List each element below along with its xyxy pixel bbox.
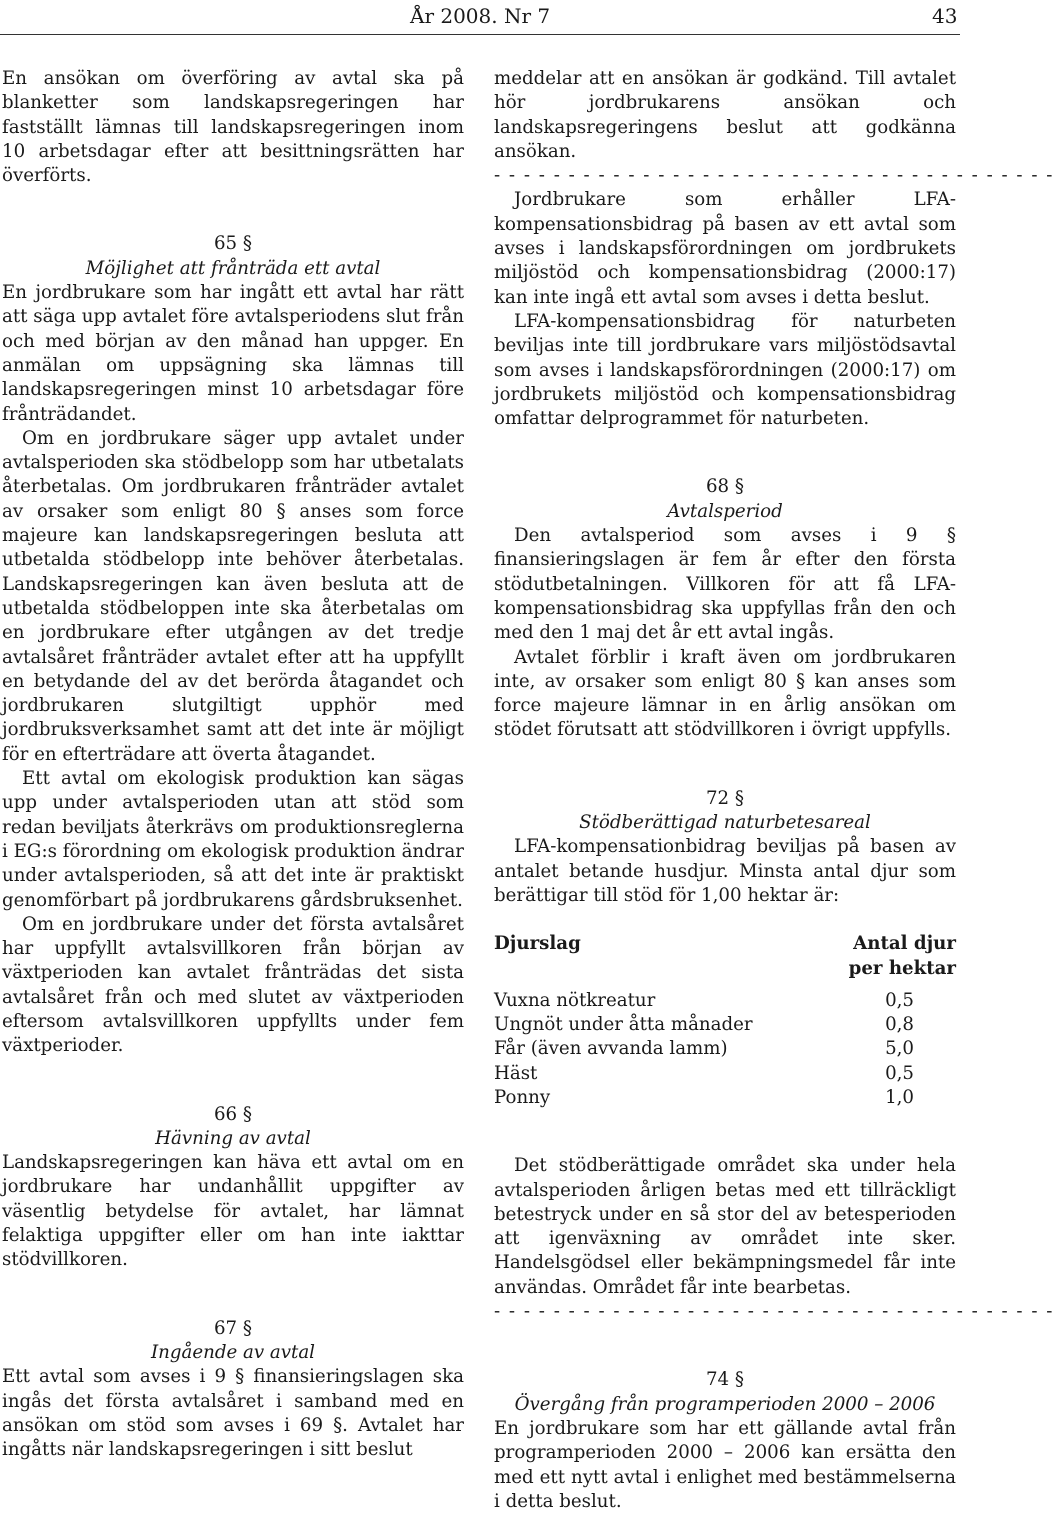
section-68-paragraph: Den avtalsperiod som avses i 9 § finansieringslagen är fem år efter den första stödutbetalningen. Villkoren för att få LFA-kompensationsbidrag ska uppfyllas från den och med den 1 maj det år ett avtal ingås. <box>494 525 956 644</box>
section-74-paragraph: En jordbrukare som har ett gällande avtal från programperioden 2000 – 2006 kan ersätta den med ett nytt avtal i enlighet med bestämmelserna i detta beslut. <box>494 1417 956 1512</box>
table-cell-species: Ungnöt under åtta månader <box>494 1014 753 1036</box>
section-68-title: Avtalsperiod <box>667 500 783 522</box>
section-65-paragraph: Om en jordbrukare under det första avtalsåret har uppfyllt avtalsvillkoren från början av växtperioden kan avtalet frånträdas det sista avtalsåret från och med slutet av växtperioden eftersom avtalsvillkoren uppfyllts under fem växtperioder. <box>2 913 464 1057</box>
table-cell-count: 5,0 <box>885 1038 914 1060</box>
table-row <box>494 1086 956 1110</box>
section-74-number: 74 § <box>705 1369 745 1391</box>
table-cell-species: Vuxna nötkreatur <box>494 989 656 1011</box>
section-74-title: Övergång från programperioden 2000 – 2006 <box>514 1393 936 1415</box>
section-72-number: 72 § <box>705 787 745 809</box>
table-row <box>494 1013 956 1037</box>
left-column <box>2 67 464 1462</box>
lfa-paragraph: LFA-kompensationsbidrag för naturbeten beviljas inte till jordbrukare vars miljöstödsavtal som avses i landskapsförordningen (2000:17) om jordbrukets miljöstöd och kompensationsbidrag omfattar delprogrammet för naturbeten. <box>494 310 956 430</box>
page-header <box>0 4 960 36</box>
dashed-separator: - - - - - - - - - - - - - - - - - - - - - - - - - - - - - - - - - - - - - - <box>494 165 1054 187</box>
section-65-title: Möjlighet att frånträda ett avtal <box>85 257 381 279</box>
section-66-title: Hävning av avtal <box>155 1127 311 1149</box>
area-paragraph: Det stödberättigade området ska under hela avtalsperioden årligen betas med ett tillräckligt betestryck under en så stor del av betesperioden att igenväxning av området inte sker. Handelsgödsel eller bekämpningsmedel får inte användas. Området får inte bearbetas. <box>494 1155 956 1298</box>
table-cell-count: 0,8 <box>885 1014 914 1036</box>
section-65-paragraph: Ett avtal om ekologisk produktion kan sägas upp under avtalsperioden utan att stöd som redan beviljats återkrävs om produktionsreglerna i EG:s förordning om ekologisk produktion ändrar under avtalsperioden, så att det inte är praktiskt genomförbart på jordbrukarens gårdsbruksenhet. <box>2 768 464 911</box>
page-number: 43 <box>932 4 958 28</box>
table-row <box>494 1062 956 1086</box>
lfa-paragraph: Jordbrukare som erhåller LFA-kompensationsbidrag på basen av ett avtal som avses i landskapsförordningen om jordbrukets miljöstöd och kompensationsbidrag (2000:17) kan inte ingå ett avtal som avses i detta beslut. <box>494 189 956 308</box>
section-65-paragraph: Om en jordbrukare säger upp avtalet under avtalsperioden ska stödbelopp som har utbetalats återbetalas. Om jordbrukaren frånträder avtalet av orsaker som enligt 80 § anses som force majeure kan landskapsregeringen besluta att utbetalda stödbelopp inte behöver återbetalas. Landskapsregeringen kan även besluta att de utbetalda stödbeloppen inte ska återbetalas om en jordbrukare efter utgången av det tredje avtalsåret frånträder avtalet efter att ha uppfyllt en betydande del av det berörda åtagandet och jordbrukaren slutgiltigt upphör med jordbruksverksamhet samt att det inte är möjligt för en efterträdare att överta åtagandet. <box>2 427 464 765</box>
continued-paragraph: meddelar att en ansökan är godkänd. Till avtalet hör jordbrukarens ansökan och landskapsregeringens beslut att godkänna ansökan. <box>494 68 956 162</box>
section-66-number: 66 § <box>213 1103 253 1125</box>
section-68-number: 68 § <box>705 476 745 498</box>
table-cell-species: Ponny <box>494 1086 551 1108</box>
table-header-species: Djurslag <box>494 933 581 955</box>
header-rule <box>0 34 960 35</box>
right-column <box>494 67 1054 1514</box>
section-65-number: 65 § <box>213 233 253 255</box>
table-cell-count: 0,5 <box>885 989 914 1011</box>
table-cell-count: 0,5 <box>885 1062 914 1084</box>
issue-label: År 2008. Nr 7 <box>410 4 551 28</box>
section-65-paragraph: En jordbrukare som har ingått ett avtal har rätt att säga upp avtalet före avtalsperiodens slut från och med början av den månad han uppger. En anmälan om uppsägning ska lämnas till landskapsregeringen minst 10 arbetsdagar före frånträdandet. <box>2 282 464 425</box>
section-72-paragraph: LFA-kompensationbidrag beviljas på basen av antalet betande husdjur. Minsta antal djur som berättigar till stöd för 1,00 hektar är: <box>494 836 956 906</box>
section-68-paragraph: Avtalet förblir i kraft även om jordbrukaren inte, av orsaker som enligt 80 § kan anses som force majeure lämnar in en årlig ansökan om stödet förutsatt att stödvillkoren i övrigt uppfylls. <box>494 646 956 741</box>
section-67-number: 67 § <box>213 1317 253 1339</box>
section-66-paragraph: Landskapsregeringen kan häva ett avtal om en jordbrukare har undanhållit uppgifter av väsentlig betydelse för avtalet, har lämnat felaktiga uppgifter eller om han inte iakttar stödvillkoren. <box>2 1152 464 1271</box>
section-67-title: Ingående av avtal <box>150 1341 316 1363</box>
animal-density-table <box>494 932 956 1110</box>
table-cell-count: 1,0 <box>885 1086 914 1108</box>
section-67-paragraph: Ett avtal som avses i 9 § finansieringslagen ska ingås det första avtalsåret i samband med en ansökan om stöd som avses i 69 §. Avtalet har ingåtts när landskapsregeringen i sitt beslut <box>2 1366 464 1461</box>
dashed-separator: - - - - - - - - - - - - - - - - - - - - - - - - - - - - - - - - - - - - - - <box>494 1301 1054 1323</box>
table-cell-species: Häst <box>494 1062 538 1084</box>
intro-paragraph: En ansökan om överföring av avtal ska på blanketter som landskapsregeringen har fastställt lämnas till landskapsregeringen inom 10 arbetsdagar efter att besittningsrätten har överförts. <box>2 68 464 187</box>
table-row <box>494 989 956 1013</box>
table-header-count: Antal djur per hektar <box>848 933 956 979</box>
table-cell-species: Får (även avvanda lamm) <box>494 1038 728 1060</box>
table-row <box>494 1037 956 1061</box>
section-72-title: Stödberättigad naturbetesareal <box>579 812 871 834</box>
